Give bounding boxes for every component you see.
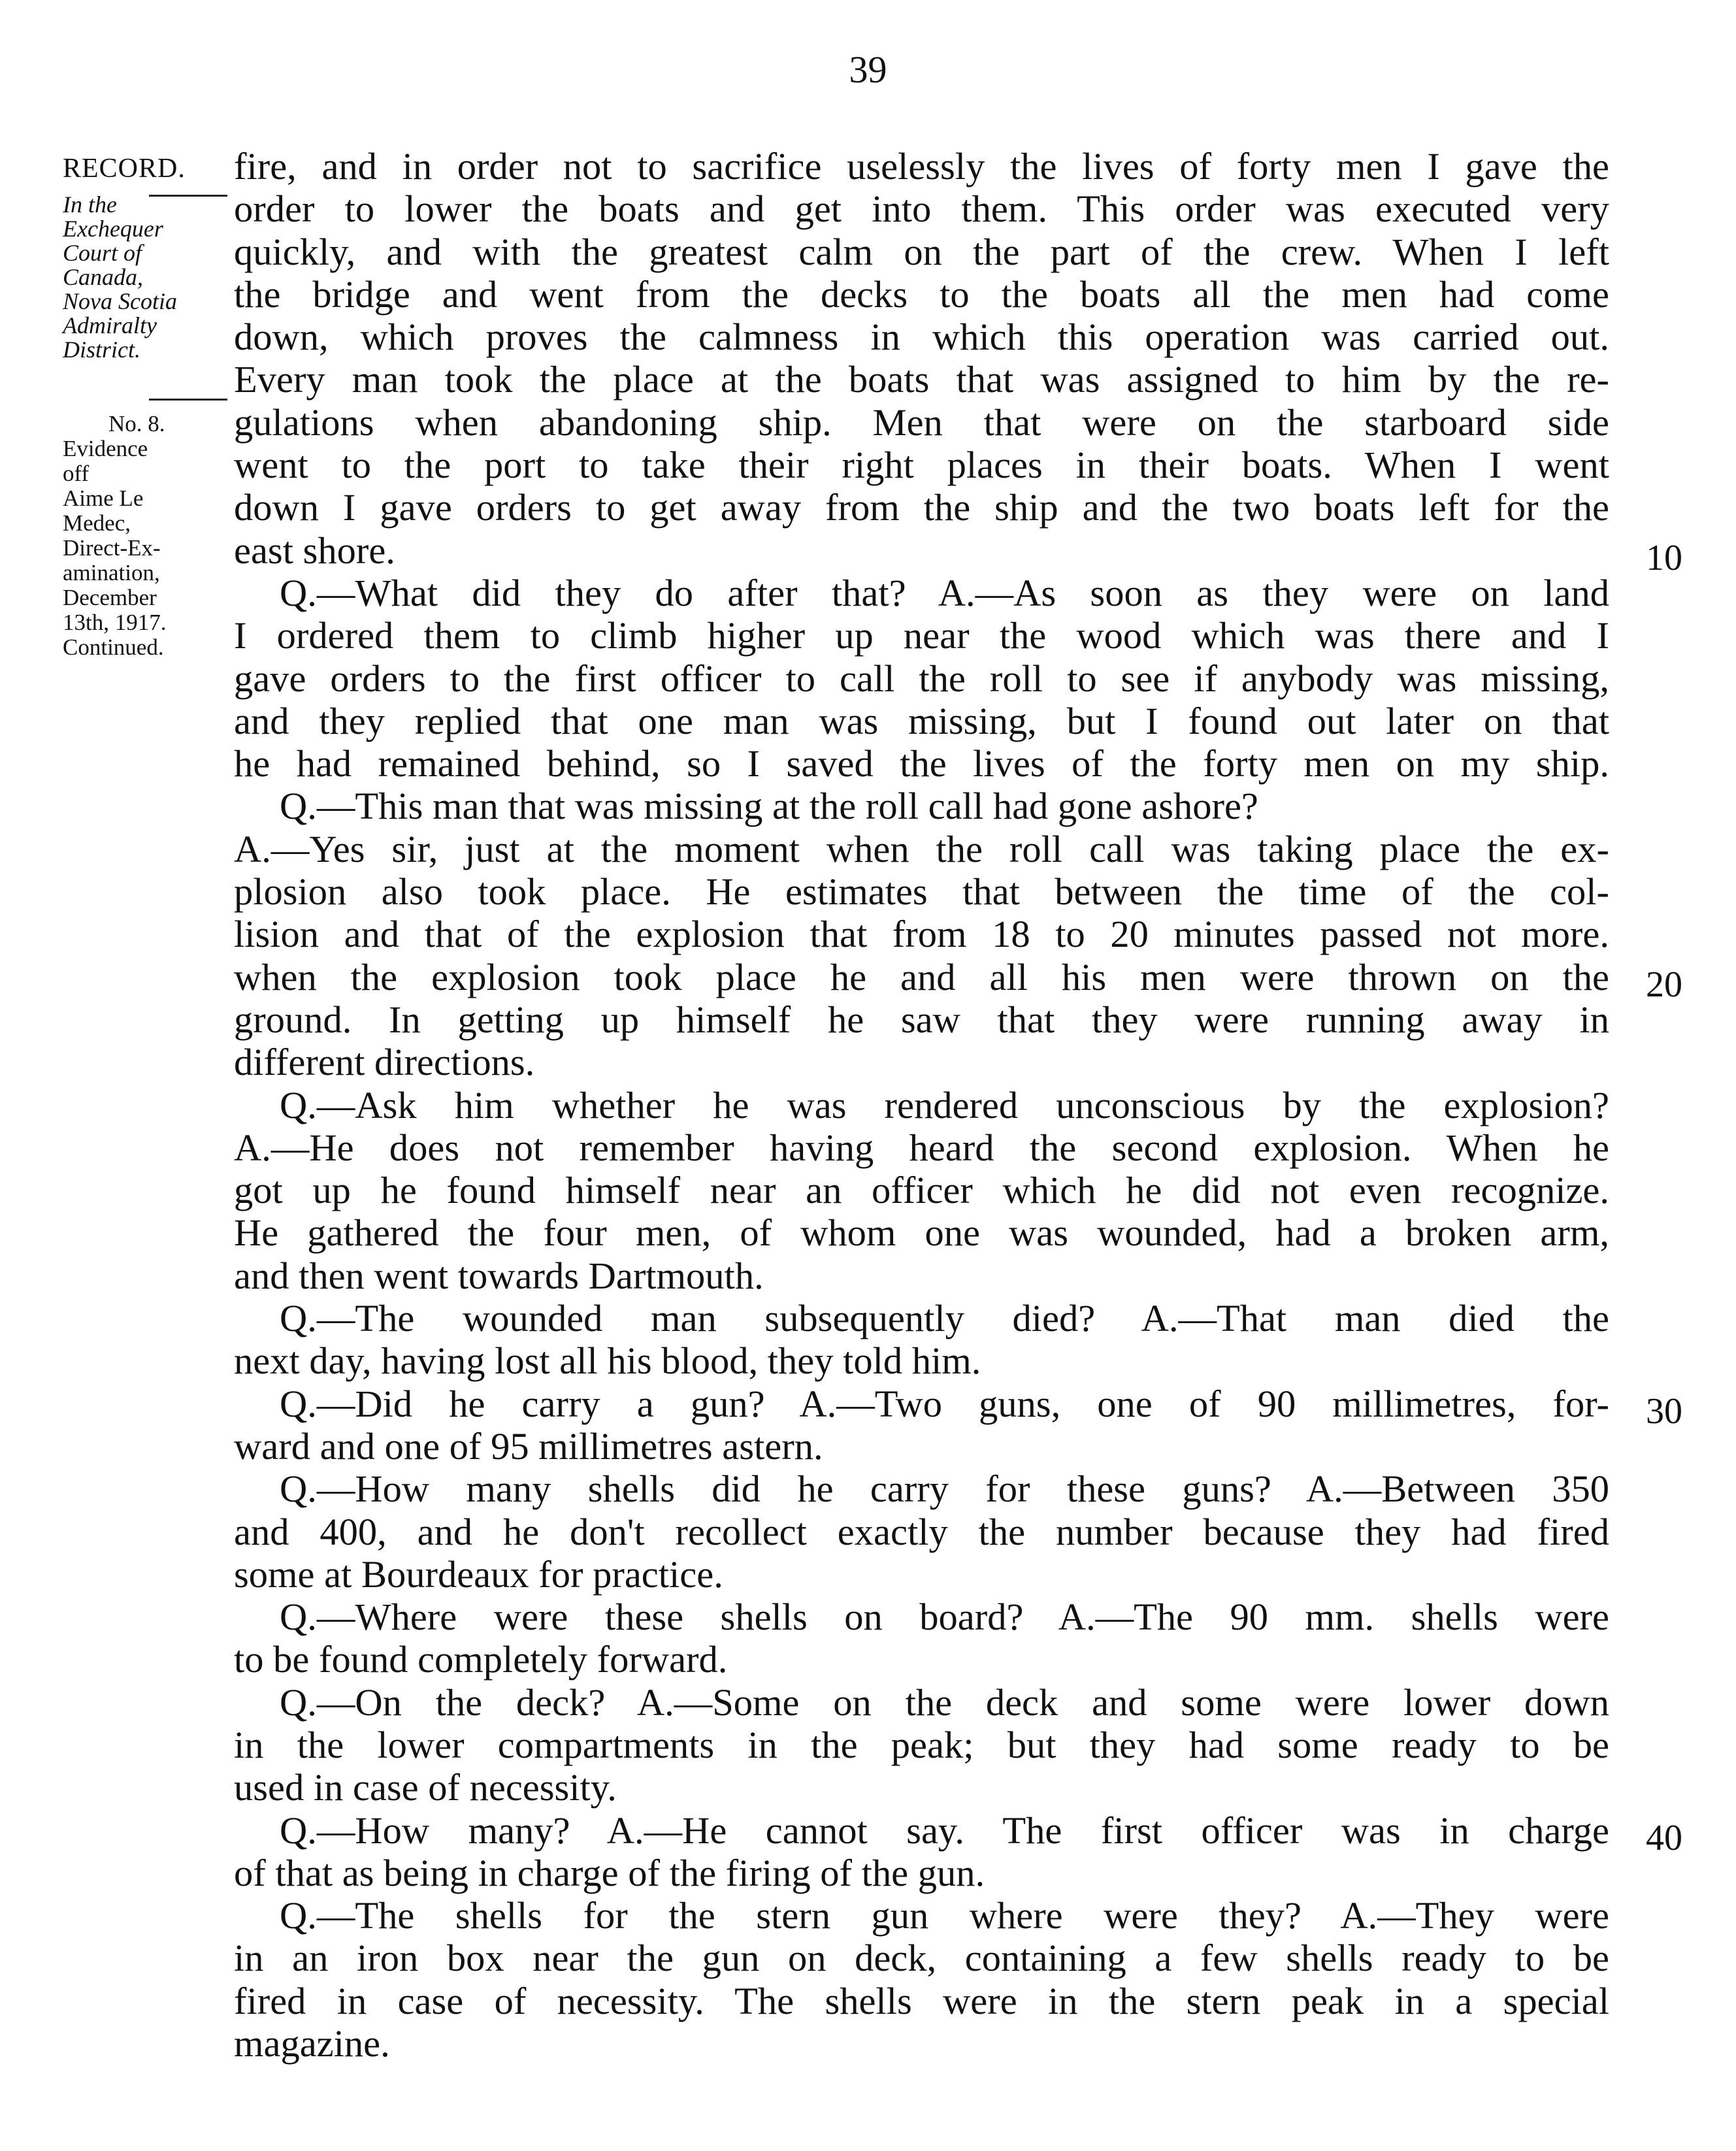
text-line: fire, and in order not to sacrifice uselessly the lives of forty men I gave the (234, 145, 1609, 188)
text-line: I ordered them to climb higher up near the wood which was there and I (234, 614, 1609, 657)
court-note-line: District. (63, 337, 141, 363)
evidence-text (234, 145, 1609, 2065)
text-line: and 400, and he don't recollect exactly the number because they had fired (234, 1510, 1609, 1553)
text-line: some at Bourdeaux for practice. (234, 1552, 723, 1596)
text-line: Q.—The shells for the stern gun where were they? A.—They were (280, 1894, 1609, 1937)
text-line: Q.—Where were these shells on board? A.—The 90 mm. shells were (280, 1596, 1609, 1639)
line-number: 40 (1646, 1818, 1682, 1858)
text-line: plosion also took place. He estimates that between the time of the col- (234, 870, 1609, 913)
text-line: and they replied that one man was missing, but I found out later on that (234, 699, 1609, 742)
text-line: used in case of necessity. (234, 1766, 617, 1809)
court-note-line: In the (63, 191, 117, 218)
document-note-line: amination, (63, 560, 160, 585)
text-line: the bridge and went from the decks to the boats all the men had come (234, 272, 1609, 316)
court-note-line: Admiralty (63, 312, 157, 338)
document-note (63, 412, 234, 660)
text-line: A.—Yes sir, just at the moment when the roll call was taking place the ex- (234, 827, 1609, 870)
text-line: Q.—On the deck? A.—Some on the deck and some were lower down (280, 1681, 1609, 1724)
text-line: he had remained behind, so I saved the lives of the forty men on my ship. (234, 742, 1609, 785)
text-line: He gathered the four men, of whom one was wounded, had a broken arm, (234, 1211, 1609, 1255)
text-line: east shore. (234, 529, 395, 572)
text-line: down I gave orders to get away from the ship and the two boats left for the (234, 486, 1609, 529)
text-line: got up he found himself near an officer which he did not even recognize. (234, 1169, 1609, 1212)
text-line: went to the port to take their right places in their boats. When I went (234, 444, 1609, 487)
text-line: of that as being in charge of the firing of the gun. (234, 1851, 985, 1894)
text-line: in an iron box near the gun on deck, containing a few shells ready to be (234, 1937, 1609, 1980)
document-note-line: Medec, (63, 510, 131, 536)
document-note-line: Continued. (63, 634, 164, 660)
text-line: order to lower the boats and get into them. This order was executed very (234, 188, 1609, 231)
court-note-line: Nova Scotia (63, 288, 177, 314)
text-line: ground. In getting up himself he saw that they were running away in (234, 998, 1609, 1041)
document-note-line: December (63, 585, 157, 610)
record-label: RECORD. (63, 154, 186, 184)
text-line: down, which proves the calmness in which this operation was carried out. (234, 316, 1609, 359)
text-line: Q.—How many? A.—He cannot say. The first officer was in charge (280, 1809, 1609, 1852)
text-line: Every man took the place at the boats that was assigned to him by the re- (234, 358, 1609, 401)
text-line: ward and one of 95 millimetres astern. (234, 1424, 823, 1468)
document-note-line: Aime Le (63, 485, 144, 511)
line-number: 20 (1646, 964, 1682, 1005)
text-line: fired in case of necessity. The shells were in the stern peak in a special (234, 1979, 1609, 2022)
document-note-line: Evidence (63, 436, 148, 461)
text-line: different directions. (234, 1041, 535, 1084)
court-note (63, 193, 234, 362)
text-line: A.—He does not remember having heard the second explosion. When he (234, 1126, 1609, 1169)
document-note-line: 13th, 1917. (63, 610, 167, 635)
text-line: Q.—The wounded man subsequently died? A.—That man died the (280, 1297, 1609, 1340)
line-number: 30 (1646, 1391, 1682, 1432)
text-line: gulations when abandoning ship. Men that were on the starboard side (234, 401, 1609, 444)
text-line: Q.—How many shells did he carry for these guns? A.—Between 350 (280, 1468, 1609, 1511)
text-line: Q.—Ask him whether he was rendered unconscious by the explosion? (280, 1083, 1609, 1126)
text-line: Q.—This man that was missing at the roll call had gone ashore? (280, 785, 1258, 828)
document-note-line: off (63, 461, 90, 486)
court-note-line: Canada, (63, 264, 144, 290)
text-line: quickly, and with the greatest calm on the part of the crew. When I left (234, 230, 1609, 273)
page-number: 39 (849, 48, 887, 91)
text-line: lision and that of the explosion that from 18 to 20 minutes passed not more. (234, 913, 1609, 956)
text-line: Q.—Did he carry a gun? A.—Two guns, one of 90 millimetres, for- (280, 1382, 1609, 1425)
court-note-line: Court of (63, 240, 142, 266)
text-line: and then went towards Dartmouth. (234, 1254, 764, 1297)
text-line: to be found completely forward. (234, 1638, 728, 1681)
text-line: magazine. (234, 2022, 390, 2065)
document-note-line: Direct-Ex- (63, 535, 161, 561)
text-line: in the lower compartments in the peak; but they had some ready to be (234, 1723, 1609, 1766)
text-line: when the explosion took place he and all his men were thrown on the (234, 955, 1609, 998)
text-line: next day, having lost all his blood, they told him. (234, 1339, 981, 1383)
text-line: Q.—What did they do after that? A.—As soon as they were on land (280, 571, 1609, 614)
court-note-line: Exchequer (63, 216, 163, 242)
line-number: 10 (1646, 538, 1682, 578)
document-note-line: No. 8. (108, 411, 165, 436)
margin-rule (149, 399, 227, 401)
text-line: gave orders to the first officer to call the roll to see if anybody was missing, (234, 657, 1609, 700)
